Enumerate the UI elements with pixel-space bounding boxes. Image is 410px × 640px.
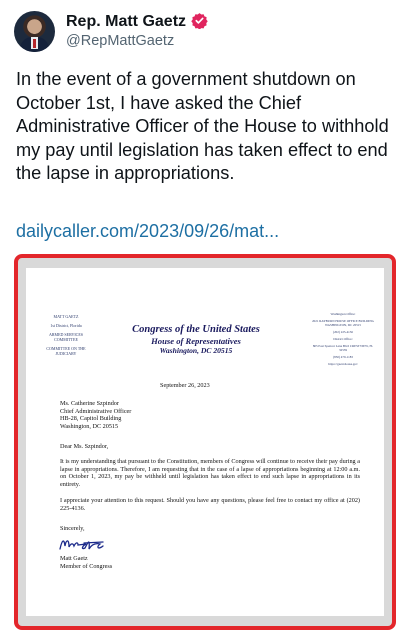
masthead-house: House of Representatives <box>151 336 241 346</box>
letter-closing: Sincerely, <box>60 525 85 532</box>
letterhead-left <box>40 314 92 360</box>
signer-block <box>60 555 112 570</box>
committee-1: ARMED SERVICES COMMITTEE <box>48 332 84 342</box>
dc-office-address: 2021 RAYBURN HOUSE OFFICE BUILDING WASHINGTON, DC 20515 <box>312 319 374 327</box>
recipient-address <box>60 400 131 430</box>
letter-masthead <box>116 324 276 355</box>
member-district: 1st District, Florida <box>50 323 82 328</box>
avatar-tie <box>33 39 36 48</box>
masthead-congress: Congress of the United States <box>132 324 260 335</box>
letter-paragraph-2: I appreciate your attention to this request. Should you have any questions, please feel free to contact my office at (202) 225-4136. <box>60 497 360 512</box>
recipient-name: Ms. Catherine Szpindor <box>60 400 119 407</box>
verified-badge-icon <box>191 12 208 29</box>
tweet-text: In the event of a government shutdown on October 1st, I have asked the Chief Administrative Officer of the House to withhold my pay until legislation has taken effect to end the lapse in appropriations. <box>16 69 389 183</box>
dc-office-phone: (202) 225-4136 <box>333 330 353 334</box>
salutation: Dear Ms. Szpindor, <box>60 443 109 450</box>
author-handle[interactable]: @RepMattGaetz <box>66 33 175 49</box>
letterhead-right <box>310 312 376 369</box>
recipient-office: HB-28, Capitol Building <box>60 415 122 423</box>
district-office-phone: (850) 479-1183 <box>333 355 353 359</box>
letter-image-frame[interactable] <box>14 254 396 630</box>
author-name[interactable]: Rep. Matt Gaetz <box>66 13 187 30</box>
signer-title: Member of Congress <box>60 562 113 570</box>
recipient-title: Chief Administrative Officer <box>60 407 132 415</box>
committee-2: COMMITTEE ON THE JUDICIARY <box>46 346 86 356</box>
masthead-city: Washington, DC 20515 <box>159 346 233 355</box>
member-name: MATT GAETZ <box>53 314 79 319</box>
district-office-address: 805 East Spencer Lane Blvd CRESTVIEW, FL 32539 <box>312 344 374 352</box>
article-link[interactable]: dailycaller.com/2023/09/26/mat... <box>16 221 280 241</box>
recipient-city: Washington, DC 20515 <box>60 422 119 430</box>
district-office-label: District Office: <box>333 337 353 341</box>
letter-paragraph-1: It is my understanding that pursuant to the Constitution, members of Congress will continue to receive their pay during a lapse in appropriations. Therefore, I am requesting that in the case of a lapse of appropriations beginning at 12:00 a.m. on October 1, 2023, my pay be withheld until legislation has taken effect to end such lapse in appropriations in its entirety. <box>60 458 360 488</box>
signature-icon <box>56 534 114 554</box>
dc-office-label: Washington Office: <box>330 312 356 316</box>
letter-date: September 26, 2023 <box>160 382 210 389</box>
avatar[interactable] <box>14 11 55 52</box>
letter-page <box>26 268 384 616</box>
signer-name: Matt Gaetz <box>60 555 88 562</box>
website: https://gaetz.house.gov <box>328 362 358 366</box>
